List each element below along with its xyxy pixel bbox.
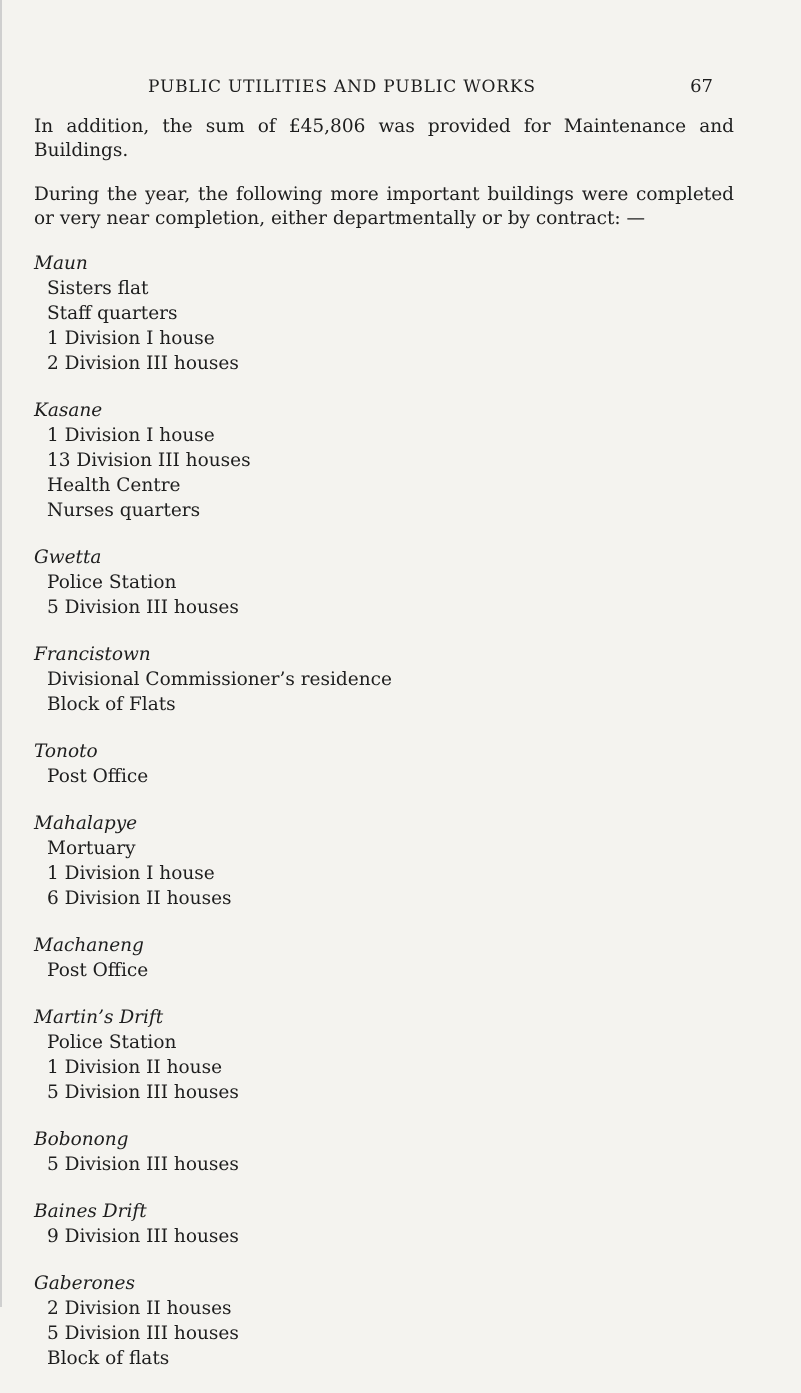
place-section-bobonong xyxy=(34,1127,734,1177)
place-name: Machaneng xyxy=(34,935,144,956)
building-item: Block of flats xyxy=(47,1348,170,1369)
place-section-mahalapye xyxy=(34,811,734,911)
place-name: Gwetta xyxy=(34,547,102,568)
building-item: 1 Division II house xyxy=(47,1057,223,1078)
building-item: Mortuary xyxy=(47,838,136,859)
running-title: PUBLIC UTILITIES AND PUBLIC WORKS xyxy=(148,77,536,97)
building-item: Post Office xyxy=(47,960,149,981)
page-header xyxy=(0,72,801,102)
place-name: Martin’s Drift xyxy=(34,1007,164,1028)
building-item: 5 Division III houses xyxy=(47,1323,239,1344)
place-name: Bobonong xyxy=(34,1129,129,1150)
building-item: 1 Division I house xyxy=(47,425,215,446)
place-section-baines-drift xyxy=(34,1199,734,1249)
place-name: Kasane xyxy=(34,400,103,421)
place-name: Baines Drift xyxy=(34,1201,147,1222)
building-item: 13 Division III houses xyxy=(47,450,251,471)
building-item: Post Office xyxy=(47,766,149,787)
paragraph-maintenance: In addition, the sum of £45,806 was provided for Maintenance and Buildings. xyxy=(34,116,734,161)
building-item: Police Station xyxy=(47,572,177,593)
building-item: 2 Division III houses xyxy=(47,353,239,374)
building-item: Health Centre xyxy=(47,475,181,496)
building-item: 5 Division III houses xyxy=(47,597,239,618)
place-section-maun xyxy=(34,251,734,376)
place-section-kasane xyxy=(34,398,734,523)
place-section-gwetta xyxy=(34,545,734,620)
building-item: 5 Division III houses xyxy=(47,1154,239,1175)
place-section-gaberones xyxy=(34,1271,734,1371)
place-section-martins-drift xyxy=(34,1005,734,1105)
page-body xyxy=(34,115,734,1393)
building-item: 9 Division III houses xyxy=(47,1226,239,1247)
building-item: 2 Division II houses xyxy=(47,1298,232,1319)
page-number: 67 xyxy=(690,76,713,97)
building-item: Divisional Commissioner’s residence xyxy=(47,669,392,690)
building-item: Sisters flat xyxy=(47,278,149,299)
place-name: Mahalapye xyxy=(34,813,138,834)
building-item: Staff quarters xyxy=(47,303,178,324)
building-item: Police Station xyxy=(47,1032,177,1053)
place-name: Maun xyxy=(34,253,88,274)
building-item: 1 Division I house xyxy=(47,328,215,349)
place-name: Francistown xyxy=(34,644,151,665)
building-item: 1 Division I house xyxy=(47,863,215,884)
place-name: Tonoto xyxy=(34,741,98,762)
building-item: 5 Division III houses xyxy=(47,1082,239,1103)
place-section-francistown xyxy=(34,642,734,717)
building-item: Block of Flats xyxy=(47,694,176,715)
place-name: Gaberones xyxy=(34,1273,135,1294)
page-margin-line xyxy=(0,0,2,1307)
building-item: Nurses quarters xyxy=(47,500,201,521)
place-section-tonoto xyxy=(34,739,734,789)
place-section-machaneng xyxy=(34,933,734,983)
paragraph-buildings-intro: During the year, the following more important buildings were completed or very near completion, either departmentally or by contract: — xyxy=(34,184,734,229)
building-item: 6 Division II houses xyxy=(47,888,232,909)
